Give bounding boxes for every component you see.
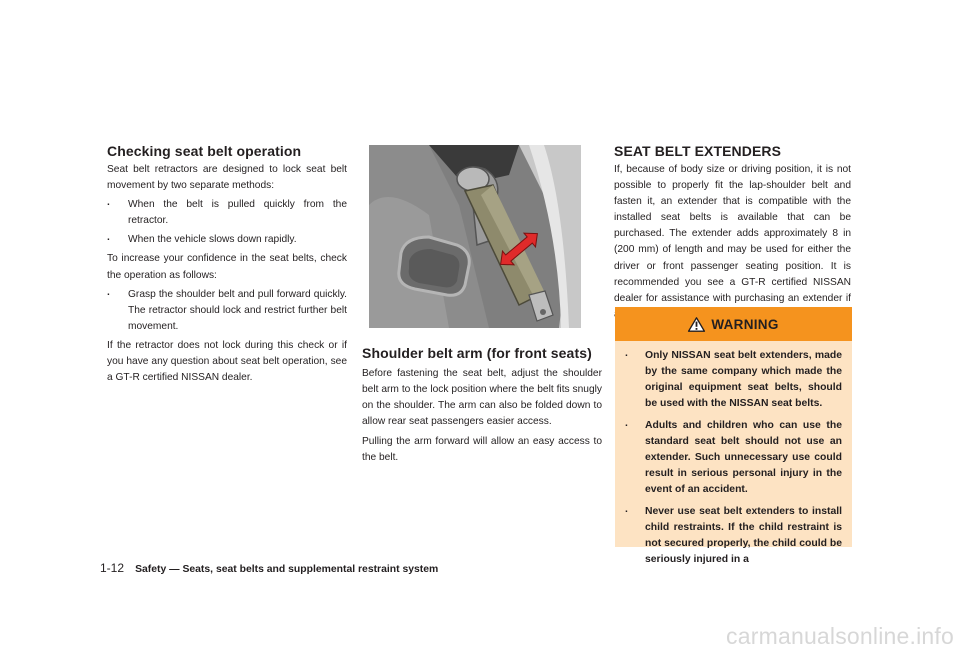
section-heading-extenders: SEAT BELT EXTENDERS xyxy=(614,143,782,159)
warning-item: . Adults and children who can use the standard seat belt should not use an extender. Such unnecessary use could result in serious personal injury in the event of an accident. xyxy=(625,418,842,498)
page-footer xyxy=(100,561,438,575)
middle-body xyxy=(362,366,602,467)
right-body xyxy=(614,162,851,323)
page-number: 1-12 xyxy=(100,561,125,575)
list-item: . When the vehicle slows down rapidly. xyxy=(107,232,347,248)
check-intro-paragraph: To increase your confidence in the seat belts, check the operation as follows: xyxy=(107,253,347,281)
warning-item: . Only NISSAN seat belt extenders, made by the same company which made the original equipment seat belts, should be used with the NISSAN seat belts. xyxy=(625,348,842,412)
shoulder-belt-arm-illustration xyxy=(369,145,581,328)
extenders-paragraph: If, because of body size or driving position, it is not possible to properly fit the lap-shoulder belt and fasten it, an extender that is compatible with the installed seat belts is available that can be purchased. The extender adds approximately 8 in (200 mm) of length and may be used for either the driver or front passenger seating position. It is recommended you see a GT-R certified NISSAN dealer for assistance with purchasing an extender if xyxy=(614,164,851,304)
closing-paragraph: If the retractor does not lock during this check or if you have any question about seat belt operation, see a GT-R certified NISSAN dealer. xyxy=(107,339,347,384)
adjust-paragraph: Before fastening the seat belt, adjust the shoulder belt arm to the lock position where the belt fits snugly on the shoulder. The arm can also be folded down to allow rear seat passengers easier access. xyxy=(362,368,602,428)
warning-item: . Never use seat belt extenders to install child restraints. If the child restraint is not secured properly, the child could be seriously injured in a xyxy=(625,504,842,568)
list-item: . Grasp the shoulder belt and pull forward quickly. The retractor should lock and restrict further belt movement. xyxy=(107,287,347,335)
methods-list xyxy=(107,197,347,248)
warning-title: WARNING xyxy=(711,316,779,332)
section-heading-checking: Checking seat belt operation xyxy=(107,143,302,159)
intro-paragraph: Seat belt retractors are designed to lock seat belt movement by two separate methods: xyxy=(107,164,347,192)
warning-body xyxy=(615,341,852,565)
list-item: . When the belt is pulled quickly from the retractor. xyxy=(107,197,347,229)
pull-paragraph: Pulling the arm forward will allow an easy access to the belt. xyxy=(362,436,602,464)
steps-list xyxy=(107,287,347,335)
warning-header xyxy=(615,307,852,341)
watermark: carmanualsonline.info xyxy=(726,623,954,649)
warning-icon xyxy=(688,317,705,332)
section-title: Safety — Seats, seat belts and supplemental restraint system xyxy=(135,564,439,575)
section-heading-shoulder-belt-arm: Shoulder belt arm (for front seats) xyxy=(362,345,592,361)
warning-list xyxy=(615,341,852,568)
left-body xyxy=(107,162,347,386)
